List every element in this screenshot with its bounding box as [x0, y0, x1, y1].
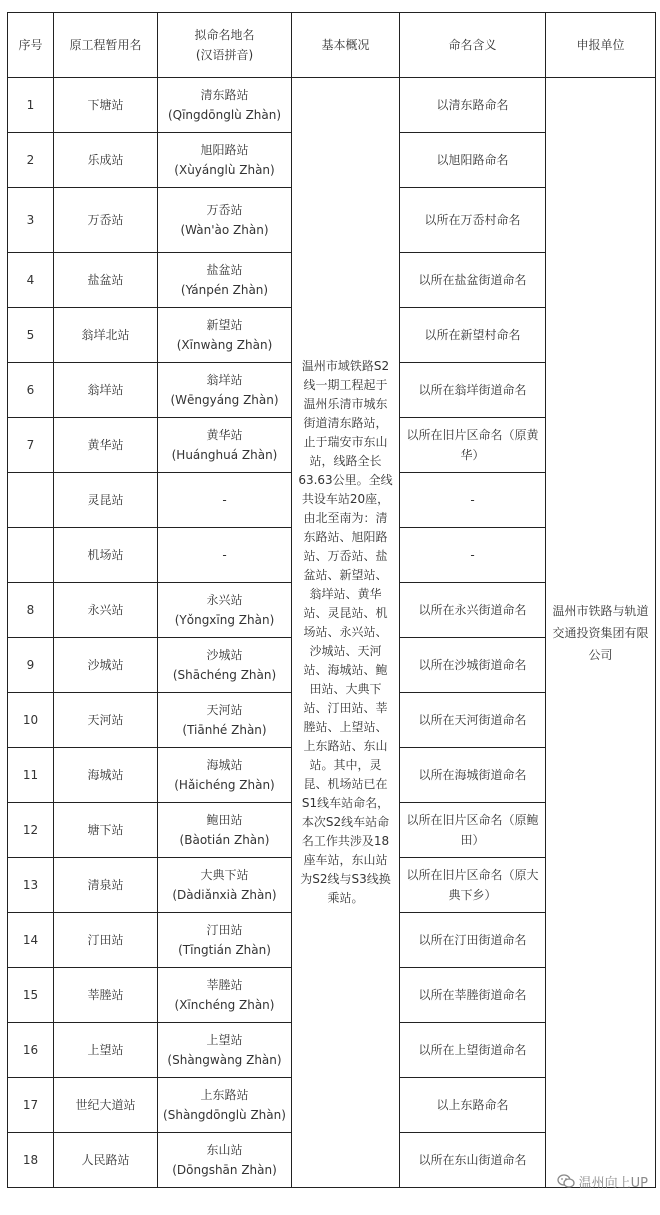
proposed-name-cell — [158, 188, 292, 253]
pinyin: (Huánghuá Zhàn) — [171, 448, 278, 462]
pinyin: (Dàdiǎnxià Zhàn) — [172, 888, 277, 902]
meaning-cell: - — [400, 528, 546, 583]
pinyin: (Shàngdōnglù Zhàn) — [163, 1108, 286, 1122]
meaning-cell: 以所在旧片区命名（原大典下乡） — [400, 858, 546, 913]
original-name-cell: 莘塍站 — [54, 968, 158, 1023]
proposed-name-cell — [158, 308, 292, 363]
pinyin: (Tiānhé Zhàn) — [182, 723, 267, 737]
seq-cell: 14 — [8, 913, 54, 968]
original-name-cell: 下塘站 — [54, 78, 158, 133]
pinyin: (Yánpén Zhàn) — [180, 283, 269, 297]
table-body — [8, 78, 656, 1188]
header-proposed-name-line1: 拟命名地名 — [194, 28, 255, 42]
proposed-name: - — [222, 548, 227, 562]
original-name-cell: 汀田站 — [54, 913, 158, 968]
pinyin: (Tīngtián Zhàn) — [178, 943, 271, 957]
proposed-name: 鲍田站 — [206, 813, 243, 827]
seq-cell: 2 — [8, 133, 54, 188]
seq-cell: 9 — [8, 638, 54, 693]
original-name-cell: 机场站 — [54, 528, 158, 583]
proposed-name: 汀田站 — [206, 923, 243, 937]
seq-cell — [8, 528, 54, 583]
pinyin: (Dōngshān Zhàn) — [172, 1163, 277, 1177]
proposed-name-cell — [158, 583, 292, 638]
seq-cell: 16 — [8, 1023, 54, 1078]
proposed-name: 万岙站 — [206, 203, 243, 217]
meaning-cell: 以所在汀田街道命名 — [400, 913, 546, 968]
proposed-name-cell — [158, 473, 292, 528]
proposed-name-cell — [158, 78, 292, 133]
proposed-name: 东山站 — [206, 1143, 243, 1157]
pinyin: (Bàotián Zhàn) — [179, 833, 270, 847]
meaning-cell: 以所在永兴街道命名 — [400, 583, 546, 638]
header-original-name: 原工程暂用名 — [54, 13, 158, 78]
proposed-name: 大典下站 — [200, 868, 249, 882]
seq-cell: 10 — [8, 693, 54, 748]
original-name-cell: 天河站 — [54, 693, 158, 748]
proposed-name: 沙城站 — [206, 648, 243, 662]
proposed-name: 上望站 — [206, 1033, 243, 1047]
header-proposed-name-line2: (汉语拼音) — [195, 48, 254, 62]
meaning-cell: 以旭阳路命名 — [400, 133, 546, 188]
proposed-name: 海城站 — [206, 758, 243, 772]
seq-cell: 15 — [8, 968, 54, 1023]
seq-cell: 6 — [8, 363, 54, 418]
seq-cell: 7 — [8, 418, 54, 473]
seq-cell: 13 — [8, 858, 54, 913]
proposed-name-cell — [158, 253, 292, 308]
original-name-cell: 清泉站 — [54, 858, 158, 913]
overview-cell: 温州市域铁路S2线一期工程起于温州乐清市城东街道清东路站，止于瑞安市东山站，线路全长63.63公里。全线共设车站20座，由北至南为：清东路站、旭阳路站、万岙站、盐盆站、新望站、翁垟站、黄华站、灵昆站、机场站、永兴站、沙城站、天河站、海城站、鲍田站、大典下站、汀田站、莘塍站、上望站、上东路站、东山站。其中，灵昆、机场站已在S1线车站命名，本次S2线车站命名工作共涉及18座车站，东山站为S2线与S3线换乘站。 — [292, 78, 400, 1188]
original-name-cell: 沙城站 — [54, 638, 158, 693]
proposed-name: 旭阳路站 — [200, 143, 249, 157]
header-overview: 基本概况 — [292, 13, 400, 78]
meaning-cell: 以所在盐盆街道命名 — [400, 253, 546, 308]
pinyin: (Shāchéng Zhàn) — [172, 668, 277, 682]
table-row — [8, 78, 656, 133]
original-name-cell: 万岙站 — [54, 188, 158, 253]
meaning-cell: - — [400, 473, 546, 528]
proposed-name: 黄华站 — [206, 428, 243, 442]
proposed-name: 天河站 — [206, 703, 243, 717]
header-seq: 序号 — [8, 13, 54, 78]
pinyin: (Xīnchéng Zhàn) — [174, 998, 275, 1012]
seq-cell: 1 — [8, 78, 54, 133]
proposed-name: 清东路站 — [200, 88, 249, 102]
meaning-cell: 以清东路命名 — [400, 78, 546, 133]
wechat-icon — [557, 1174, 575, 1189]
proposed-name-cell — [158, 803, 292, 858]
applicant-cell: 温州市铁路与轨道交通投资集团有限公司 — [546, 78, 656, 1188]
pinyin: (Wēngyáng Zhàn) — [170, 393, 279, 407]
proposed-name: 莘塍站 — [206, 978, 243, 992]
meaning-cell: 以所在旧片区命名（原鲍田） — [400, 803, 546, 858]
seq-cell: 12 — [8, 803, 54, 858]
seq-cell: 17 — [8, 1078, 54, 1133]
proposed-name-cell — [158, 693, 292, 748]
proposed-name-cell — [158, 528, 292, 583]
proposed-name-cell — [158, 133, 292, 188]
meaning-cell: 以所在翁垟街道命名 — [400, 363, 546, 418]
pinyin: (Xùyánglù Zhàn) — [174, 163, 275, 177]
pinyin: (Wàn'ào Zhàn) — [180, 223, 269, 237]
proposed-name-cell — [158, 913, 292, 968]
original-name-cell: 上望站 — [54, 1023, 158, 1078]
seq-cell: 4 — [8, 253, 54, 308]
original-name-cell: 灵昆站 — [54, 473, 158, 528]
seq-cell: 3 — [8, 188, 54, 253]
original-name-cell: 翁垟站 — [54, 363, 158, 418]
original-name-cell: 乐成站 — [54, 133, 158, 188]
seq-cell — [8, 473, 54, 528]
station-naming-table — [7, 12, 656, 1188]
seq-cell: 11 — [8, 748, 54, 803]
proposed-name-cell — [158, 1133, 292, 1188]
proposed-name: 新望站 — [206, 318, 243, 332]
header-applicant: 申报单位 — [546, 13, 656, 78]
meaning-cell: 以所在沙城街道命名 — [400, 638, 546, 693]
header-proposed-name — [158, 13, 292, 78]
pinyin: (Xīnwàng Zhàn) — [176, 338, 273, 352]
proposed-name-cell — [158, 968, 292, 1023]
proposed-name-cell — [158, 638, 292, 693]
watermark-text: 温州向上UP — [578, 1176, 648, 1191]
meaning-cell: 以所在新望村命名 — [400, 308, 546, 363]
table-header-row — [8, 13, 656, 78]
seq-cell: 8 — [8, 583, 54, 638]
pinyin: (Shàngwàng Zhàn) — [167, 1053, 282, 1067]
proposed-name: 上东路站 — [200, 1088, 249, 1102]
meaning-cell: 以所在海城街道命名 — [400, 748, 546, 803]
original-name-cell: 黄华站 — [54, 418, 158, 473]
proposed-name-cell — [158, 748, 292, 803]
watermark — [557, 1172, 648, 1191]
pinyin: (Hǎichéng Zhàn) — [174, 778, 275, 792]
meaning-cell: 以上东路命名 — [400, 1078, 546, 1133]
original-name-cell: 海城站 — [54, 748, 158, 803]
proposed-name-cell — [158, 1023, 292, 1078]
original-name-cell: 世纪大道站 — [54, 1078, 158, 1133]
proposed-name-cell — [158, 1078, 292, 1133]
pinyin: (Qīngdōnglù Zhàn) — [167, 108, 282, 122]
proposed-name: 永兴站 — [206, 593, 243, 607]
meaning-cell: 以所在莘塍街道命名 — [400, 968, 546, 1023]
pinyin: (Yǒngxīng Zhàn) — [174, 613, 275, 627]
original-name-cell: 永兴站 — [54, 583, 158, 638]
original-name-cell: 翁垟北站 — [54, 308, 158, 363]
header-meaning: 命名含义 — [400, 13, 546, 78]
original-name-cell: 塘下站 — [54, 803, 158, 858]
proposed-name: - — [222, 493, 227, 507]
proposed-name: 翁垟站 — [206, 373, 243, 387]
meaning-cell: 以所在旧片区命名（原黄华） — [400, 418, 546, 473]
original-name-cell: 盐盆站 — [54, 253, 158, 308]
proposed-name: 盐盆站 — [206, 263, 243, 277]
seq-cell: 18 — [8, 1133, 54, 1188]
seq-cell: 5 — [8, 308, 54, 363]
meaning-cell: 以所在上望街道命名 — [400, 1023, 546, 1078]
original-name-cell: 人民路站 — [54, 1133, 158, 1188]
meaning-cell: 以所在东山街道命名 — [400, 1133, 546, 1188]
proposed-name-cell — [158, 418, 292, 473]
proposed-name-cell — [158, 858, 292, 913]
proposed-name-cell — [158, 363, 292, 418]
meaning-cell: 以所在万岙村命名 — [400, 188, 546, 253]
meaning-cell: 以所在天河街道命名 — [400, 693, 546, 748]
